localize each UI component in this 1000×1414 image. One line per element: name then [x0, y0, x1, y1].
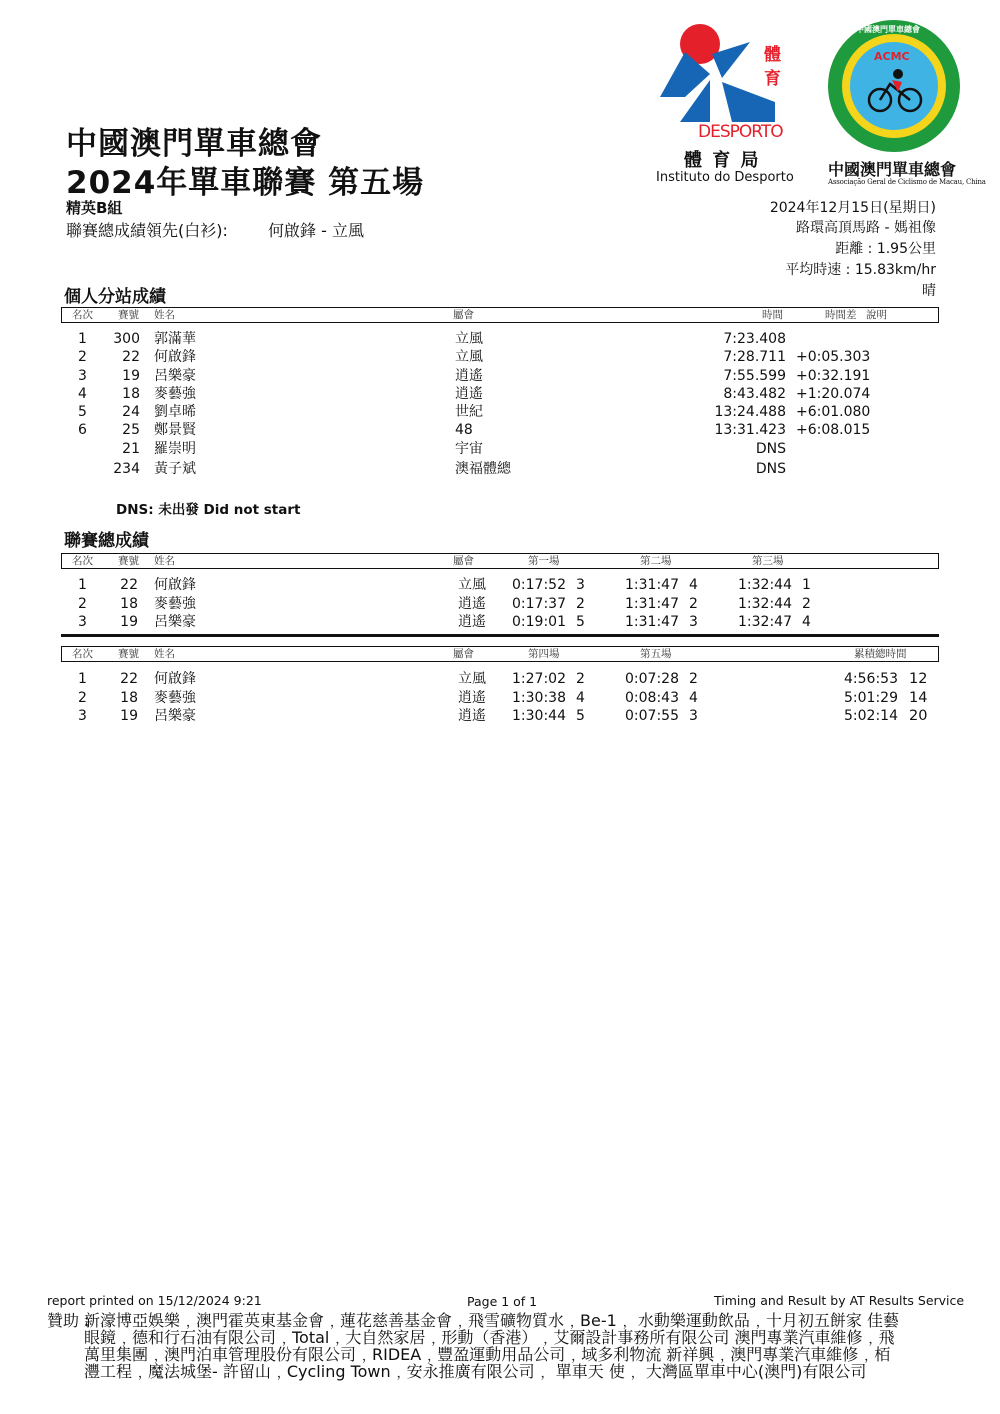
cell-stage1-place: 5: [576, 614, 585, 630]
col-rank: 名次: [72, 648, 93, 660]
table-row: [0, 576, 1000, 594]
org-title: 中國澳門單車總會: [66, 126, 322, 162]
cell-stage4-place: 2: [576, 671, 585, 687]
cell-club: 逍遙: [458, 614, 486, 630]
table-row: [0, 460, 1000, 478]
cell-total-time: 4:56:53: [844, 671, 898, 687]
cell-stage4-time: 1:30:44: [512, 708, 566, 724]
cell-rank: 1: [78, 331, 87, 347]
race-distance: 距離 : 1.95公里: [835, 241, 936, 257]
cell-name: 呂樂豪: [154, 708, 196, 724]
cell-time: 7:55.599: [723, 368, 786, 384]
desporto-pt: Instituto do Desporto: [656, 170, 794, 185]
cell-gap: +6:01.080: [796, 404, 871, 420]
cell-total-time: 5:02:14: [844, 708, 898, 724]
cell-club: 立風: [458, 671, 486, 687]
dns-note: DNS: 未出發 Did not start: [116, 502, 301, 518]
desporto-char-2: 育: [764, 69, 781, 89]
league-results-heading: 聯賽總成績: [64, 531, 149, 551]
cell-rank: 1: [78, 577, 87, 593]
cell-time: 13:24.488: [714, 404, 786, 420]
event-title: 2024年單車聯賽 第五場: [66, 165, 425, 201]
col-note: 說明: [866, 309, 887, 321]
cell-stage3-time: 1:32:44: [738, 595, 792, 612]
cell-stage2-time: 1:31:47: [625, 577, 679, 593]
col-name: 姓名: [154, 648, 175, 660]
cell-bib: 234: [113, 461, 140, 477]
stage-table-header: [61, 307, 939, 323]
table-row: [0, 403, 1000, 421]
col-bib: 賽號: [118, 309, 139, 321]
cell-name: 呂樂豪: [154, 614, 196, 630]
cell-stage2-place: 2: [689, 595, 698, 612]
table-row: [0, 330, 1000, 348]
col-stage3: 第三場: [752, 555, 784, 567]
cell-gap: +6:08.015: [796, 422, 871, 438]
cell-bib: 18: [120, 689, 138, 706]
cell-club: 立風: [455, 349, 483, 365]
sponsors-list: 新濠博亞娛樂﹐澳門霍英東基金會﹐蓮花慈善基金會﹐飛雪礦物質水﹐Be-1﹐ 水動樂運動飲品﹐十月初五餅家 佳藝眼鏡﹐德和行石油有限公司﹐Total﹐大自然家居﹐形動（香港）﹐艾爾設計事務所有限公司 澳門專業汽車維修﹐飛萬里集團﹐澳門泊車管理股份有限公司﹐RIDEA﹐豐盈運動用品公司﹐域多利物流 新祥興﹐澳門專業汽車維修﹐栢灃工程﹐魔法城堡- 許留山﹐Cycling Town﹐安永推廣有限公司﹐ 單車天 使﹐ 大灣區單車中心(澳門)有限公司: [84, 1311, 899, 1381]
cell-stage3-place: 2: [802, 595, 811, 612]
cell-time: 8:43.482: [723, 386, 786, 402]
cell-time: 7:28.711: [723, 349, 786, 365]
cell-stage4-time: 1:30:38: [512, 689, 566, 706]
leader-label: 聯賽總成績領先(白衫):: [66, 221, 228, 240]
cell-bib: 19: [120, 614, 138, 630]
desporto-zh: 體 育 局: [684, 150, 761, 171]
cell-club: 澳福體總: [455, 461, 511, 477]
col-bib: 賽號: [118, 555, 139, 567]
cell-bib: 22: [120, 577, 138, 593]
col-bib: 賽號: [118, 648, 139, 660]
table-row: [0, 348, 1000, 366]
cell-stage5-time: 0:08:43: [625, 689, 679, 706]
cell-club: 立風: [455, 331, 483, 347]
cell-bib: 19: [122, 368, 140, 384]
cell-rank: 2: [78, 595, 87, 612]
cell-rank: 3: [78, 614, 87, 630]
table-row: [0, 385, 1000, 403]
table-row: [0, 595, 1000, 613]
cell-stage5-time: 0:07:28: [625, 671, 679, 687]
cell-name: 麥藝強: [154, 386, 196, 402]
cell-total-time: 5:01:29: [844, 689, 898, 706]
cell-points: 12: [909, 671, 928, 687]
cell-rank: 6: [78, 422, 87, 438]
cell-stage4-place: 5: [576, 708, 585, 724]
league-table-b-header: [61, 646, 939, 662]
cell-name: 羅崇明: [154, 441, 196, 457]
cell-bib: 19: [120, 708, 138, 724]
cell-bib: 24: [122, 404, 140, 420]
cell-stage1-time: 0:17:37: [512, 595, 566, 612]
cell-stage2-place: 3: [689, 614, 698, 630]
cell-club: 48: [455, 422, 473, 438]
desporto-logo: [650, 22, 795, 187]
col-total: 累積總時間: [854, 648, 907, 660]
col-name: 姓名: [154, 555, 175, 567]
cell-name: 何啟鋒: [154, 671, 196, 687]
cell-club: 逍遙: [455, 386, 483, 402]
race-weather: 晴: [922, 283, 936, 299]
sponsors-label: 贊助 :: [47, 1311, 90, 1330]
table-row: [0, 367, 1000, 385]
table-row: [0, 613, 1000, 631]
table-row: [0, 689, 1000, 707]
leader-value: 何啟鋒 - 立風: [268, 221, 364, 240]
cell-stage1-place: 3: [576, 577, 585, 593]
cell-time: DNS: [755, 461, 786, 477]
cell-name: 郭滿華: [154, 331, 196, 347]
cell-bib: 300: [113, 331, 140, 347]
cell-name: 麥藝強: [154, 595, 196, 612]
cell-stage4-time: 1:27:02: [512, 671, 566, 687]
cell-bib: 18: [120, 595, 138, 612]
cell-stage5-place: 3: [689, 708, 698, 724]
timing-credit: Timing and Result by AT Results Service: [714, 1293, 965, 1308]
col-name: 姓名: [154, 309, 175, 321]
cell-stage5-time: 0:07:55: [625, 708, 679, 724]
cell-stage3-time: 1:32:44: [738, 577, 792, 593]
cell-gap: +0:05.303: [796, 349, 871, 365]
cell-gap: +1:20.074: [796, 386, 871, 402]
cell-points: 14: [909, 689, 928, 706]
cell-name: 呂樂豪: [154, 368, 196, 384]
cell-name: 鄭景賢: [154, 422, 196, 438]
col-club: 屬會: [453, 309, 474, 321]
cell-gap: +0:32.191: [796, 368, 871, 384]
cell-stage5-place: 4: [689, 689, 698, 706]
cell-rank: 2: [78, 689, 87, 706]
cell-stage3-place: 1: [802, 577, 811, 593]
col-stage2: 第二場: [640, 555, 672, 567]
race-avg-speed: 平均時速 : 15.83km/hr: [785, 262, 936, 278]
cell-rank: 3: [78, 368, 87, 384]
cell-name: 麥藝強: [154, 689, 196, 706]
acmc-zh: 中國澳門單車總會: [828, 160, 957, 179]
cell-stage4-place: 4: [576, 689, 585, 706]
cell-name: 劉卓晞: [154, 404, 196, 420]
cell-stage5-place: 2: [689, 671, 698, 687]
page-number: Page 1 of 1: [467, 1294, 538, 1309]
cell-club: 逍遙: [455, 368, 483, 384]
col-time: 時間: [762, 309, 783, 321]
cell-name: 黃子斌: [154, 461, 196, 477]
cell-bib: 18: [122, 386, 140, 402]
col-gap: 時間差: [825, 309, 857, 321]
cell-bib: 25: [122, 422, 140, 438]
cell-club: 世紀: [455, 404, 483, 420]
acmc-ring-top: 中國澳門單車總會: [856, 25, 920, 34]
col-stage4: 第四場: [528, 648, 560, 660]
col-club: 屬會: [453, 648, 474, 660]
table-row: [0, 440, 1000, 458]
acmc-logo: [826, 18, 986, 193]
table-divider: [61, 634, 939, 637]
acmc-abbr: ACMC: [874, 50, 910, 63]
col-stage5: 第五場: [640, 648, 672, 660]
cell-bib: 22: [120, 671, 138, 687]
cell-club: 逍遙: [458, 708, 486, 724]
table-row: [0, 670, 1000, 688]
cell-stage2-time: 1:31:47: [625, 614, 679, 630]
cell-stage1-time: 0:19:01: [512, 614, 566, 630]
cell-stage3-place: 4: [802, 614, 811, 630]
cell-stage2-time: 1:31:47: [625, 595, 679, 612]
print-timestamp: report printed on 15/12/2024 9:21: [47, 1293, 262, 1308]
stage-results-heading: 個人分站成績: [64, 287, 166, 307]
table-row: [0, 707, 1000, 725]
race-date: 2024年12月15日(星期日): [769, 200, 936, 216]
acmc-pt: Associação Geral de Ciclismo de Macau, China: [828, 178, 986, 186]
cell-rank: 2: [78, 349, 87, 365]
cell-bib: 22: [122, 349, 140, 365]
cell-time: DNS: [755, 441, 786, 457]
desporto-char-1: 體: [764, 45, 781, 65]
cell-time: 7:23.408: [723, 331, 786, 347]
cell-bib: 21: [122, 441, 140, 457]
category-label: 精英B組: [66, 199, 123, 217]
league-table-a-header: [61, 553, 939, 569]
race-course: 路環高頂馬路 - 媽祖像: [796, 220, 936, 236]
cell-club: 逍遙: [458, 689, 486, 706]
cell-stage1-place: 2: [576, 595, 585, 612]
cell-rank: 4: [78, 386, 87, 402]
cell-name: 何啟鋒: [154, 349, 196, 365]
cell-club: 逍遙: [458, 595, 486, 612]
col-rank: 名次: [72, 309, 93, 321]
cell-club: 宇宙: [455, 441, 483, 457]
cell-rank: 1: [78, 671, 87, 687]
cell-rank: 5: [78, 404, 87, 420]
col-stage1: 第一場: [528, 555, 560, 567]
cell-points: 20: [909, 708, 928, 724]
cell-name: 何啟鋒: [154, 577, 196, 593]
cell-club: 立風: [458, 577, 486, 593]
table-row: [0, 421, 1000, 439]
desporto-word: DESPORTO: [698, 122, 783, 142]
cell-stage3-time: 1:32:47: [738, 614, 792, 630]
cell-stage2-place: 4: [689, 577, 698, 593]
cell-time: 13:31.423: [714, 422, 786, 438]
cell-rank: 3: [78, 708, 87, 724]
cell-stage1-time: 0:17:52: [512, 577, 566, 593]
col-rank: 名次: [72, 555, 93, 567]
col-club: 屬會: [453, 555, 474, 567]
